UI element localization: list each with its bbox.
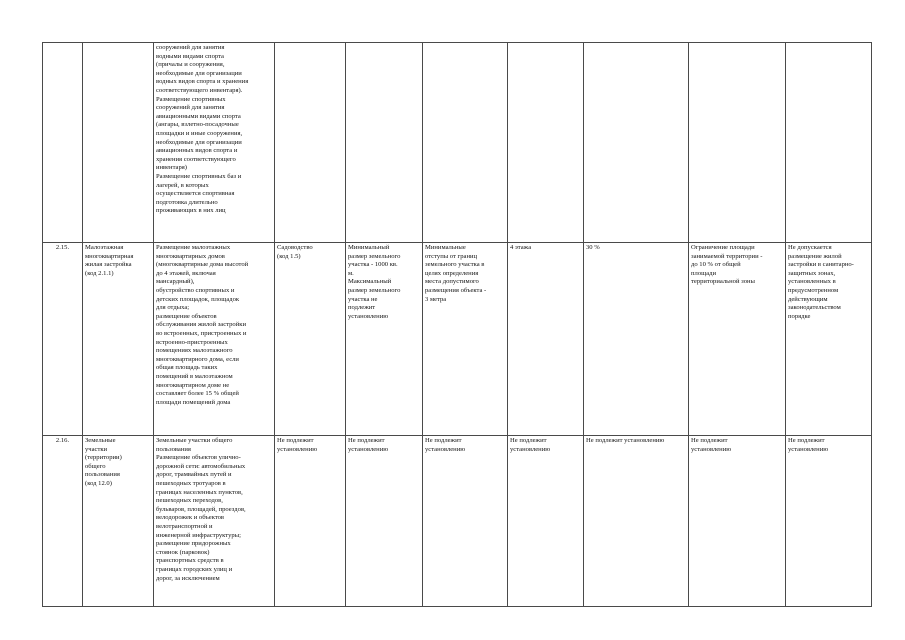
floors-cell	[508, 43, 584, 243]
land-use-description-cell: Земельные участки общего пользования Размещение объектов улично- дорожной сети: автомобильных дорог, трамвайных путей и пешеходных тротуаров в границах населенных пунктов, пешеходных переходов, бульваров, площадей, проездов, велодорожек и объектов велотранспортной и инженерной инфраструктуры; размещение придорожных стоянок (парковок) транспортных средств в границах городских улиц и дорог, за исключением	[154, 436, 275, 607]
restrictions-cell: Не подлежит установлению	[689, 436, 786, 607]
land-use-name-cell	[83, 43, 154, 243]
setbacks-cell: Минимальные отступы от границ земельного участка в целях определения места допустимого размещения объекта - 3 метра	[423, 243, 508, 436]
auxiliary-use-cell	[275, 43, 346, 243]
notes-cell: Не подлежит установлению	[786, 436, 872, 607]
floors-cell: 4 этажа	[508, 243, 584, 436]
setbacks-cell: Не подлежит установлению	[423, 436, 508, 607]
plot-size-cell	[346, 43, 423, 243]
coverage-cell: Не подлежит установлению	[584, 436, 689, 607]
table-row	[43, 243, 872, 436]
auxiliary-use-cell: Садоводство (код 1.5)	[275, 243, 346, 436]
coverage-cell: 30 %	[584, 243, 689, 436]
notes-cell: Не допускается размещение жилой застройки в санитарно- защитных зонах, установленных в предусмотренном действующим законодательством порядке	[786, 243, 872, 436]
notes-cell	[786, 43, 872, 243]
land-use-regulations-table	[42, 42, 872, 607]
restrictions-cell	[689, 43, 786, 243]
row-number-cell: 2.15.	[43, 243, 83, 436]
auxiliary-use-cell: Не подлежит установлению	[275, 436, 346, 607]
coverage-cell	[584, 43, 689, 243]
land-use-description-cell: сооружений для занятия водными видами спорта (причалы и сооружения, необходимые для организации водных видов спорта и хранения соответствующего инвентаря). Размещение спортивных сооружений для занятия авиационными видами спорта (ангары, взлетно-посадочные площадки и иные сооружения, необходимые для организации авиационных видов спорта и хранения соответствующего инвентаря) Размещение спортивных баз и лагерей, в которых осуществляется спортивная подготовка длительно проживающих в них лиц	[154, 43, 275, 243]
land-use-description-cell: Размещение малоэтажных многоквартирных домов (многоквартирные дома высотой до 4 этажей, включая мансардный), обустройство спортивных и детских площадок, площадок для отдыха; размещение объектов обслуживания жилой застройки во встроенных, пристроенных и встроенно-пристроенных помещениях малоэтажного многоквартирного дома, если общая площадь таких помещений в малоэтажном многоквартирном доме не составляет более 15 % общей площади помещений дома	[154, 243, 275, 436]
row-number-cell	[43, 43, 83, 243]
plot-size-cell: Минимальный размер земельного участка - 1000 кв. м. Максимальный размер земельного участка не подлежит установлению	[346, 243, 423, 436]
plot-size-cell: Не подлежит установлению	[346, 436, 423, 607]
land-use-name-cell: Земельные участки (территории) общего пользования (код 12.0)	[83, 436, 154, 607]
row-number-cell: 2.16.	[43, 436, 83, 607]
floors-cell: Не подлежит установлению	[508, 436, 584, 607]
land-use-name-cell: Малоэтажная многоквартирная жилая застройка (код 2.1.1)	[83, 243, 154, 436]
table-row	[43, 43, 872, 243]
setbacks-cell	[423, 43, 508, 243]
table-row	[43, 436, 872, 607]
restrictions-cell: Ограничение площади занимаемой территории - до 10 % от общей площади территориальной зоны	[689, 243, 786, 436]
